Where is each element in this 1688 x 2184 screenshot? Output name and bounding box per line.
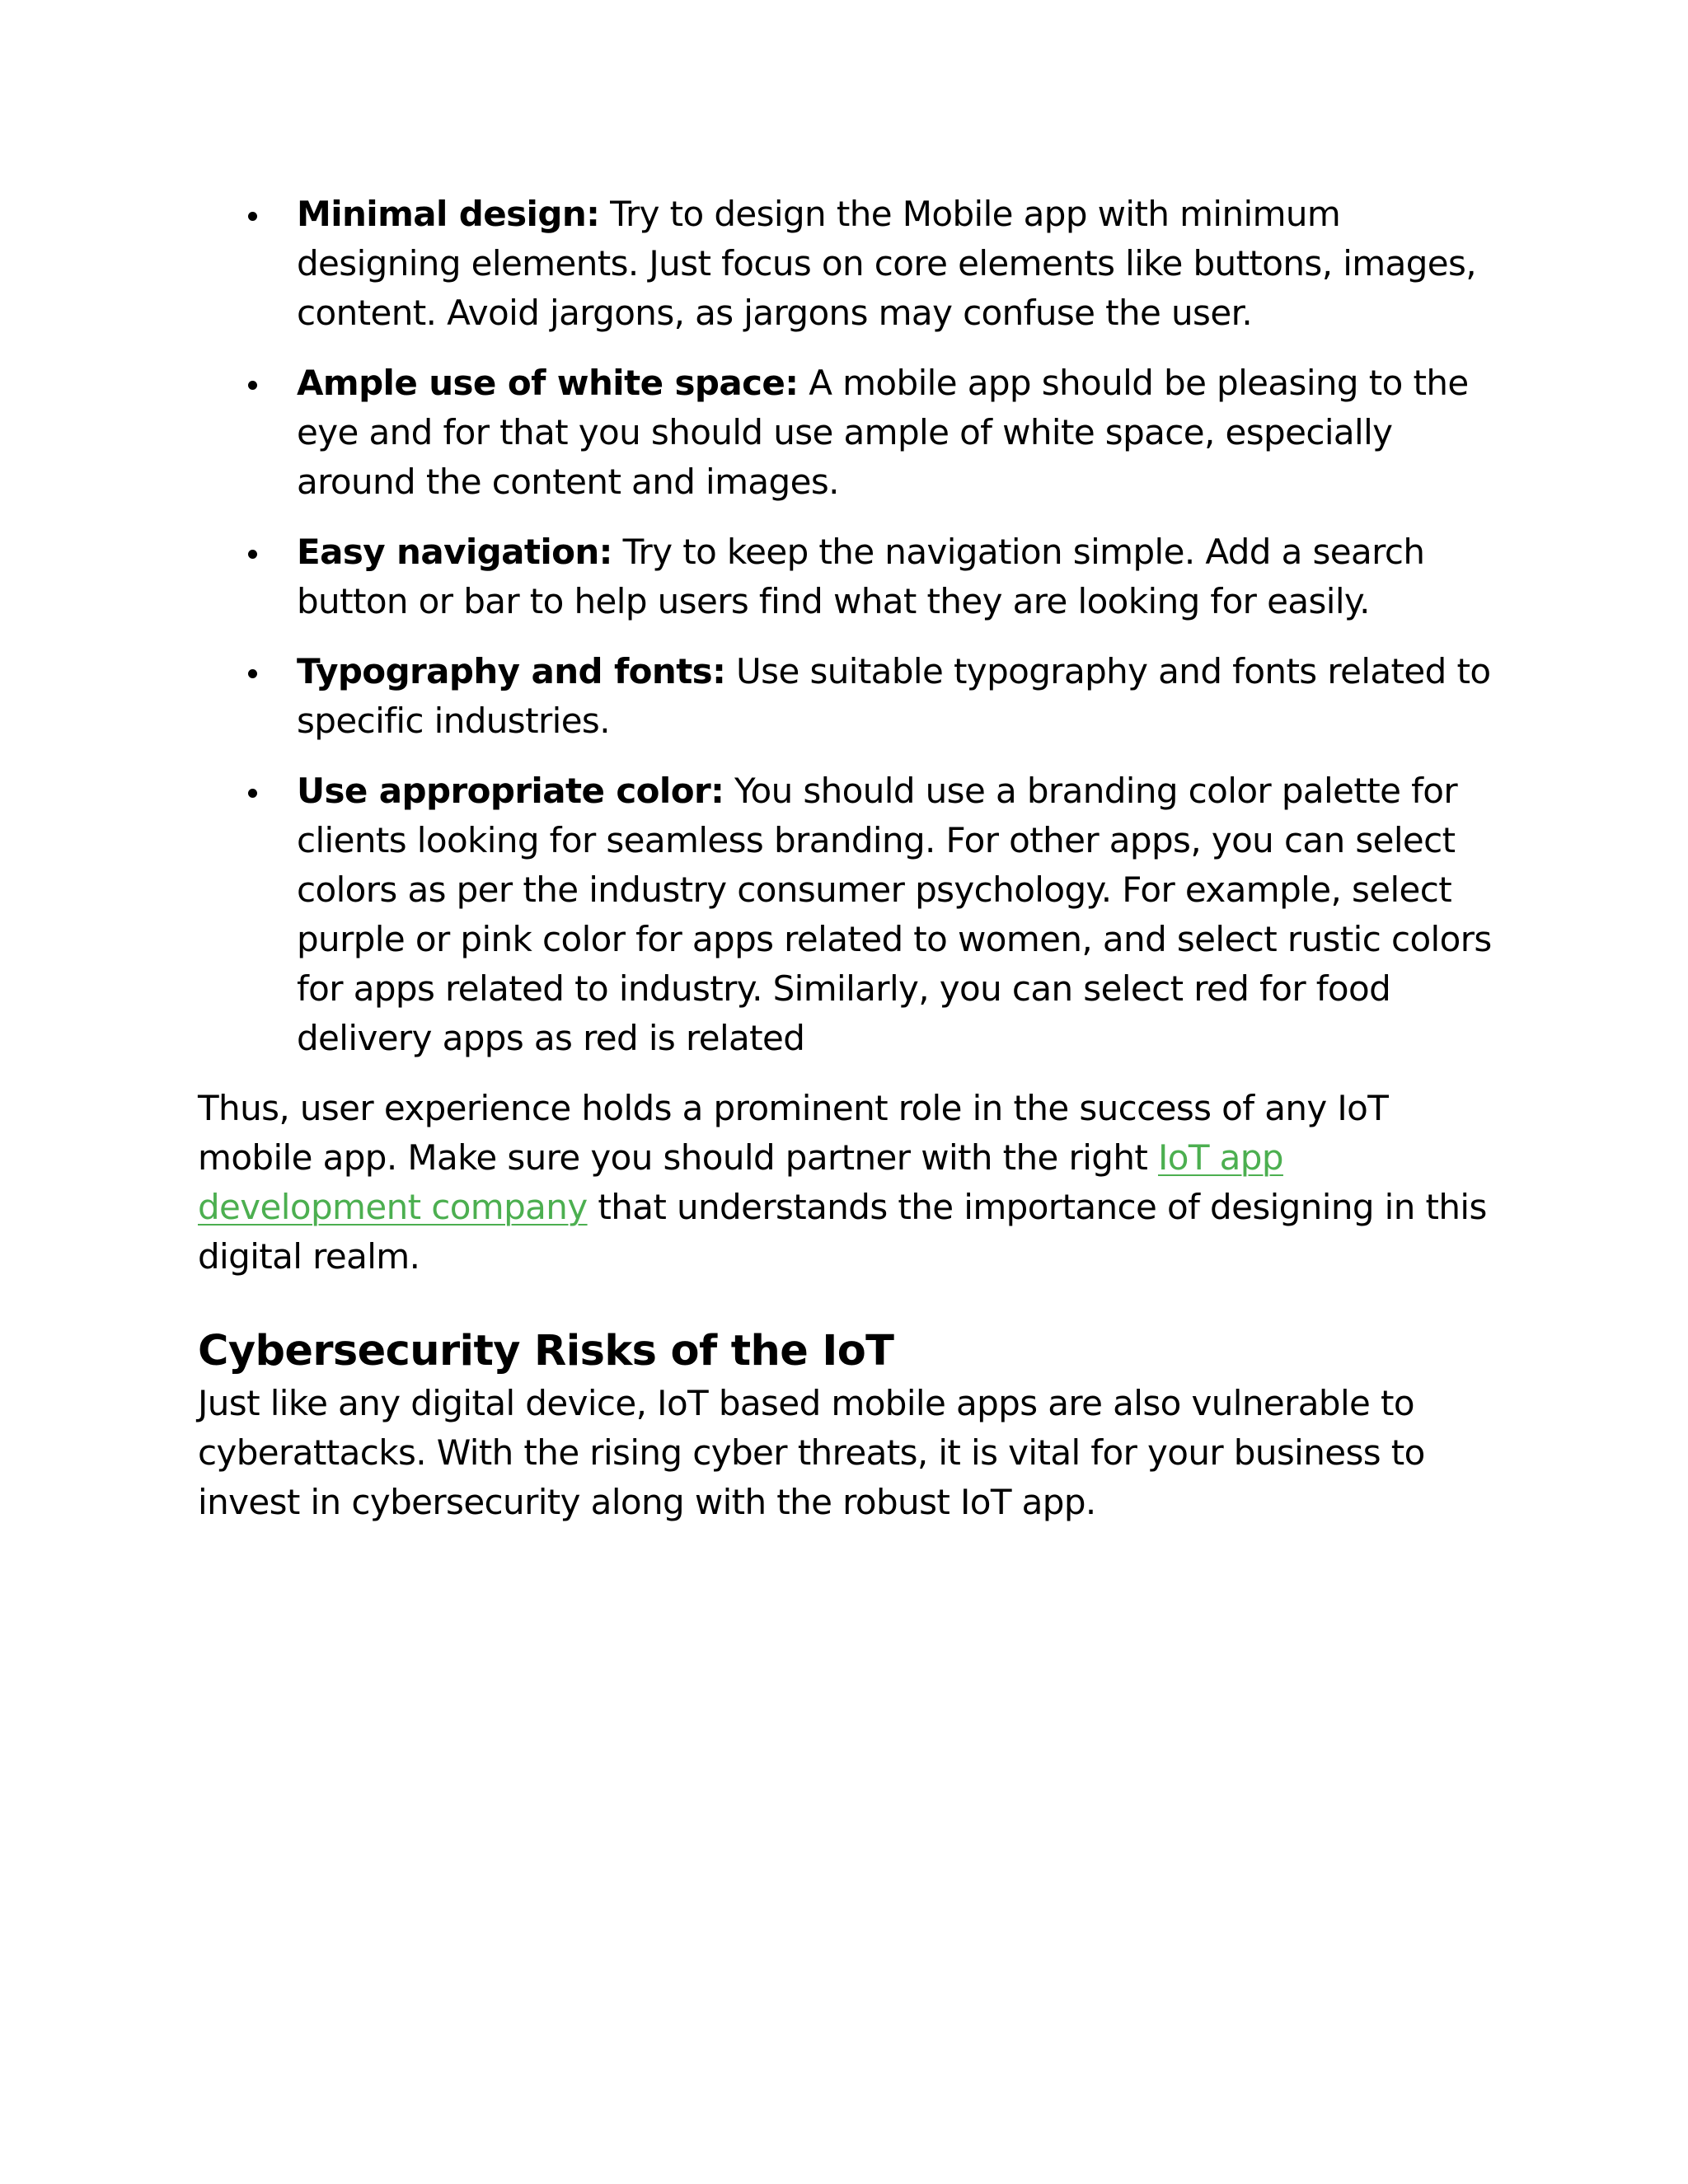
list-item [198,190,1500,338]
list-item [198,647,1500,746]
section-heading: Cybersecurity Risks of the IoT [198,1327,894,1376]
list-item-term: Easy navigation: [297,532,612,572]
bullet-icon [248,789,257,798]
list-item-text: Try to design the Mobile app with minimum designing elements. Just focus on core elements like buttons, images, content. Avoid jargons, as jargons may confuse the user. [297,194,1477,333]
list-item-text: A mobile app should be pleasing to the eye and for that you should use ample of white space, especially around the content and images. [297,363,1469,502]
list-item-term: Typography and fonts: [297,651,726,691]
bullet-icon [248,212,257,221]
bullet-icon [248,550,257,559]
list-item [198,766,1500,1063]
conclusion-text-before: Thus, user experience holds a prominent role in the success of any IoT mobile app. Make sure you should partner with the right [198,1088,1389,1178]
list-item-term: Ample use of white space: [297,363,799,403]
list-item [198,359,1500,507]
list-item-text: Use suitable typography and fonts related to specific industries. [297,651,1491,741]
section-body: Just like any digital device, IoT based mobile apps are also vulnerable to cyberattacks. With the rising cyber threats, it is vital for your business to invest in cybersecurity along with the robust IoT app. [198,1383,1425,1522]
list-item-text: You should use a branding color palette for clients looking for seamless branding. For other apps, you can select colors as per the industry consumer psychology. For example, select purple or pink color for apps related to women, and select rustic colors for apps related to industry. Similarly, you can select red for food delivery apps as red is related [297,771,1492,1058]
bullet-icon [248,381,257,390]
bullet-icon [248,669,257,678]
iot-app-development-company-link[interactable]: IoT app development company [198,1137,1283,1227]
tips-list [198,190,1500,1063]
list-item [198,527,1500,626]
list-item-term: Minimal design: [297,194,600,234]
conclusion-text-after: that understands the importance of designing in this digital realm. [198,1187,1487,1277]
document-page [198,190,1500,1527]
conclusion-paragraph [198,1084,1500,1282]
list-item-text: Try to keep the navigation simple. Add a search button or bar to help users find what they are looking for easily. [297,532,1425,621]
list-item-term: Use appropriate color: [297,771,724,811]
